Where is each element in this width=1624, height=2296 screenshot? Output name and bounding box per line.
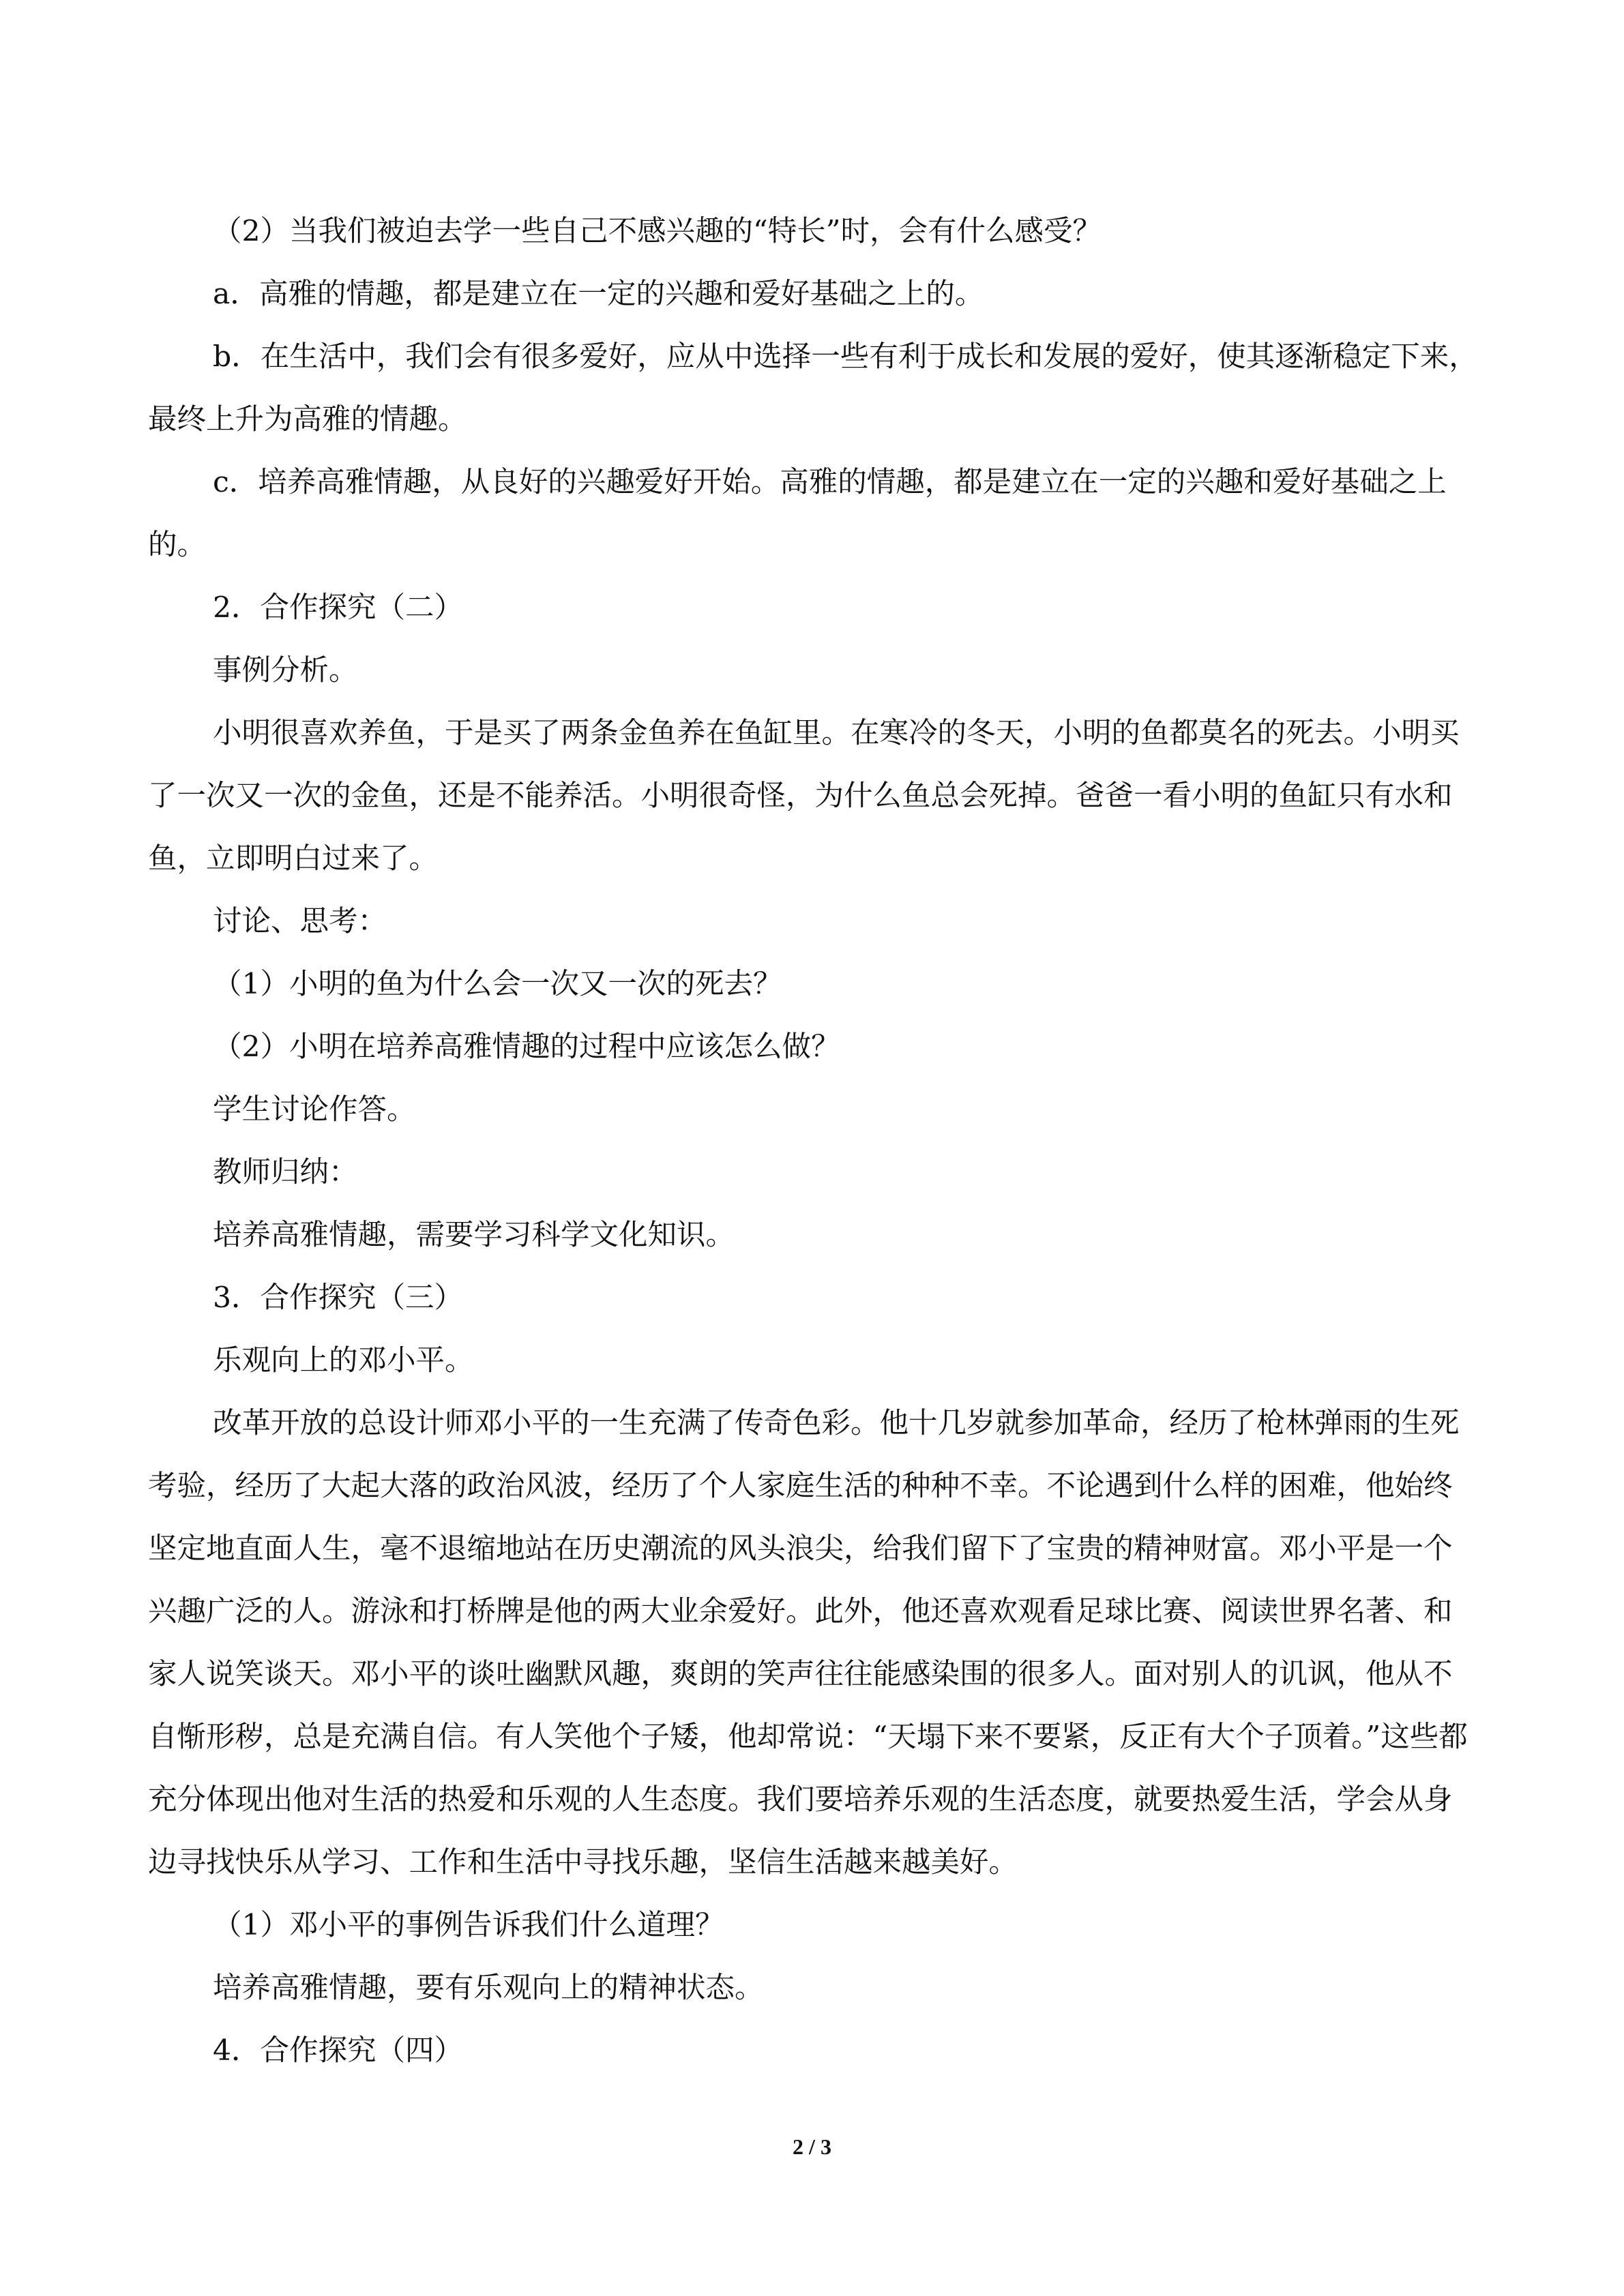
document-body (148, 200, 1478, 2083)
deng-title: 乐观向上的邓小平。 (213, 1344, 474, 1377)
case-analysis-label: 事例分析。 (213, 654, 358, 687)
goldfish-story-paragraph: 小明很喜欢养鱼，于是买了两条金鱼养在鱼缸里。在寒冷的冬天，小明的鱼都莫名的死去。小明买了一次又一次的金鱼，还是不能养活。小明很奇怪，为什么鱼总会死掉。爸爸一看小明的鱼缸只有水和鱼，立即明白过来了。 (148, 717, 1460, 876)
discussion-question-1: （1）小明的鱼为什么会一次又一次的死去？ (213, 968, 782, 1001)
point-a-paragraph: a．高雅的情趣，都是建立在一定的兴趣和爱好基础之上的。 (213, 278, 984, 311)
point-c-paragraph: c．培养高雅情趣，从良好的兴趣爱好开始。高雅的情趣，都是建立在一定的兴趣和爱好基础之上的。 (148, 466, 1447, 562)
teacher-summary-label: 教师归纳： (213, 1156, 358, 1189)
discussion-question-2: （2）小明在培养高雅情趣的过程中应该怎么做？ (213, 1030, 840, 1064)
discussion-label: 讨论、思考： (213, 905, 387, 938)
point-b-paragraph: b．在生活中，我们会有很多爱好，应从中选择一些有利于成长和发展的爱好，使其逐渐稳定下来，最终上升为高雅的情趣。 (148, 340, 1478, 436)
deng-question: （1）邓小平的事例告诉我们什么道理？ (213, 1909, 724, 1942)
section-heading-3: 3．合作探究（三） (213, 1281, 464, 1315)
section-heading-4: 4．合作探究（四） (213, 2034, 464, 2068)
student-answer-note: 学生讨论作答。 (213, 1093, 416, 1127)
teacher-summary-text: 培养高雅情趣，需要学习科学文化知识。 (213, 1219, 735, 1252)
deng-story-paragraph: 改革开放的总设计师邓小平的一生充满了传奇色彩。他十几岁就参加革命，经历了枪林弹雨的生死考验，经历了大起大落的政治风波，经历了个人家庭生活的种种不幸。不论遇到什么样的困难，他始终坚定地直面人生，毫不退缩地站在历史潮流的风头浪尖，给我们留下了宝贵的精神财富。邓小平是一个兴趣广泛的人。游泳和打桥牌是他的两大业余爱好。此外，他还喜欢观看足球比赛、阅读世界名著、和家人说笑谈天。邓小平的谈吐幽默风趣，爽朗的笑声往往能感染围的很多人。面对别人的讥讽，他从不自惭形秽，总是充满自信。有人笑他个子矮，他却常说：“天塌下来不要紧，反正有大个子顶着。”这些都充分体现出他对生活的热爱和乐观的人生态度。我们要培养乐观的生活态度，就要热爱生活，学会从身边寻找快乐从学习、工作和生活中寻找乐趣，坚信生活越来越美好。 (148, 1407, 1468, 1879)
section-heading-2: 2．合作探究（二） (213, 591, 464, 625)
deng-conclusion: 培养高雅情趣，要有乐观向上的精神状态。 (213, 1971, 764, 2005)
page-number: 2 / 3 (793, 2134, 831, 2159)
question-paragraph: （2）当我们被迫去学一些自己不感兴趣的“特长”时，会有什么感受？ (213, 215, 1102, 248)
